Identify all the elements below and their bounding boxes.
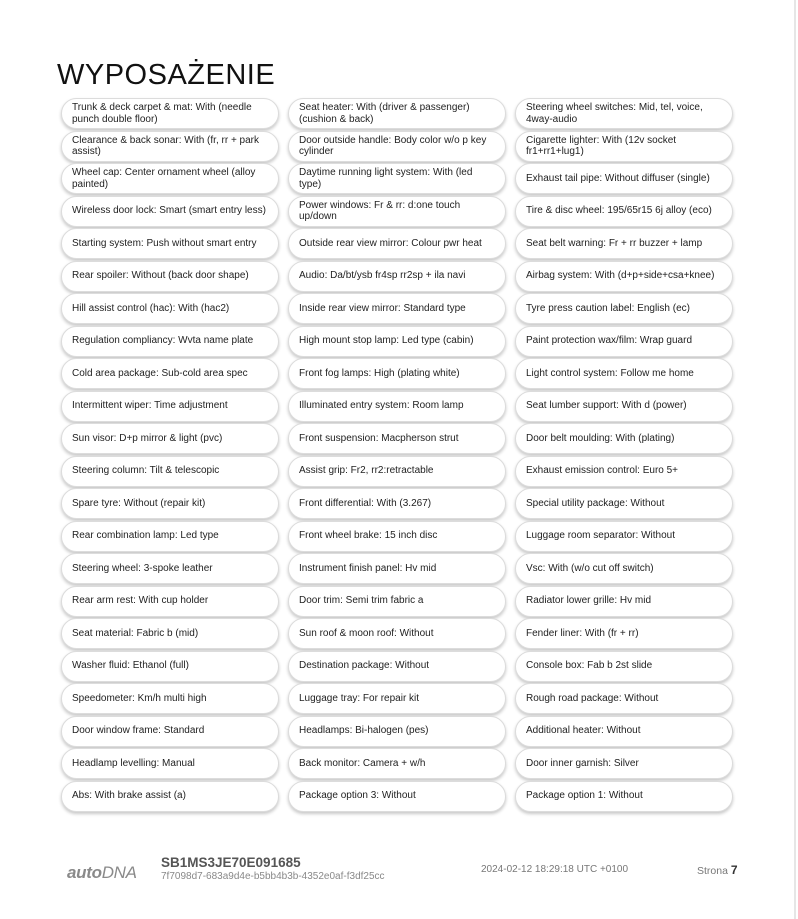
equipment-item: Door trim: Semi trim fabric a (288, 586, 506, 617)
equipment-item: Inside rear view mirror: Standard type (288, 293, 506, 324)
equipment-item: Paint protection wax/film: Wrap guard (515, 326, 733, 357)
equipment-item: Regulation compliancy: Wvta name plate (61, 326, 279, 357)
equipment-item: Destination package: Without (288, 651, 506, 682)
equipment-item: Exhaust emission control: Euro 5+ (515, 456, 733, 487)
equipment-item: Rough road package: Without (515, 683, 733, 714)
equipment-item: Radiator lower grille: Hv mid (515, 586, 733, 617)
equipment-item: Rear arm rest: With cup holder (61, 586, 279, 617)
equipment-item: Fender liner: With (fr + rr) (515, 618, 733, 649)
equipment-item: Package option 3: Without (288, 781, 506, 812)
equipment-item: Console box: Fab b 2st slide (515, 651, 733, 682)
equipment-item: Wheel cap: Center ornament wheel (alloy painted) (61, 163, 279, 194)
equipment-item: Steering wheel: 3-spoke leather (61, 553, 279, 584)
equipment-item: Luggage room separator: Without (515, 521, 733, 552)
equipment-item: Seat lumber support: With d (power) (515, 391, 733, 422)
equipment-item: Light control system: Follow me home (515, 358, 733, 389)
equipment-item: Package option 1: Without (515, 781, 733, 812)
equipment-item: Door window frame: Standard (61, 716, 279, 747)
equipment-item: Additional heater: Without (515, 716, 733, 747)
equipment-item: Intermittent wiper: Time adjustment (61, 391, 279, 422)
equipment-item: Tyre press caution label: English (ec) (515, 293, 733, 324)
equipment-item: Instrument finish panel: Hv mid (288, 553, 506, 584)
equipment-item: Rear combination lamp: Led type (61, 521, 279, 552)
equipment-item: Sun roof & moon roof: Without (288, 618, 506, 649)
equipment-item: Hill assist control (hac): With (hac2) (61, 293, 279, 324)
equipment-item: Tire & disc wheel: 195/65r15 6j alloy (eco) (515, 196, 733, 227)
equipment-item: Power windows: Fr & rr: d:one touch up/down (288, 196, 506, 227)
equipment-item: Rear spoiler: Without (back door shape) (61, 261, 279, 292)
page-number: 7 (730, 863, 738, 877)
equipment-item: Steering wheel switches: Mid, tel, voice, 4way-audio (515, 98, 733, 129)
equipment-item: Special utility package: Without (515, 488, 733, 519)
autodna-logo: autoDNA (67, 863, 137, 882)
page-indicator (697, 863, 738, 877)
equipment-item: Clearance & back sonar: With (fr, rr + park assist) (61, 131, 279, 162)
vin-number: SB1MS3JE70E091685 (161, 855, 301, 870)
page-footer (0, 850, 798, 919)
equipment-item: Headlamp levelling: Manual (61, 748, 279, 779)
equipment-item: Trunk & deck carpet & mat: With (needle punch double floor) (61, 98, 279, 129)
equipment-item: Sun visor: D+p mirror & light (pvc) (61, 423, 279, 454)
equipment-item: Spare tyre: Without (repair kit) (61, 488, 279, 519)
equipment-item: Starting system: Push without smart entry (61, 228, 279, 259)
page-word: Strona (697, 865, 728, 877)
equipment-item: Wireless door lock: Smart (smart entry less) (61, 196, 279, 227)
equipment-item: High mount stop lamp: Led type (cabin) (288, 326, 506, 357)
equipment-item: Headlamps: Bi-halogen (pes) (288, 716, 506, 747)
equipment-item: Airbag system: With (d+p+side+csa+knee) (515, 261, 733, 292)
equipment-item: Door inner garnish: Silver (515, 748, 733, 779)
equipment-item: Cigarette lighter: With (12v socket fr1+rr1+lug1) (515, 131, 733, 162)
report-hash: 7f7098d7-683a9d4e-b5bb4b3b-4352e0af-f3df25cc (161, 871, 385, 882)
equipment-item: Door belt moulding: With (plating) (515, 423, 733, 454)
equipment-item: Washer fluid: Ethanol (full) (61, 651, 279, 682)
equipment-item: Steering column: Tilt & telescopic (61, 456, 279, 487)
equipment-item: Assist grip: Fr2, rr2:retractable (288, 456, 506, 487)
equipment-item: Cold area package: Sub-cold area spec (61, 358, 279, 389)
equipment-item: Outside rear view mirror: Colour pwr heat (288, 228, 506, 259)
equipment-item: Abs: With brake assist (a) (61, 781, 279, 812)
report-timestamp: 2024-02-12 18:29:18 UTC +0100 (481, 864, 629, 875)
page-edge (794, 0, 796, 919)
equipment-item: Vsc: With (w/o cut off switch) (515, 553, 733, 584)
equipment-item: Audio: Da/bt/ysb fr4sp rr2sp + ila navi (288, 261, 506, 292)
equipment-item: Front differential: With (3.267) (288, 488, 506, 519)
equipment-item: Daytime running light system: With (led type) (288, 163, 506, 194)
page-title: WYPOSAŻENIE (57, 59, 276, 92)
equipment-item: Seat heater: With (driver & passenger) (cushion & back) (288, 98, 506, 129)
equipment-item: Seat material: Fabric b (mid) (61, 618, 279, 649)
equipment-item: Front wheel brake: 15 inch disc (288, 521, 506, 552)
equipment-item: Door outside handle: Body color w/o p key cylinder (288, 131, 506, 162)
equipment-item: Seat belt warning: Fr + rr buzzer + lamp (515, 228, 733, 259)
equipment-item: Exhaust tail pipe: Without diffuser (single) (515, 163, 733, 194)
equipment-item: Front fog lamps: High (plating white) (288, 358, 506, 389)
equipment-item: Illuminated entry system: Room lamp (288, 391, 506, 422)
equipment-item: Back monitor: Camera + w/h (288, 748, 506, 779)
equipment-item: Speedometer: Km/h multi high (61, 683, 279, 714)
equipment-item: Front suspension: Macpherson strut (288, 423, 506, 454)
equipment-grid (61, 98, 733, 812)
equipment-item: Luggage tray: For repair kit (288, 683, 506, 714)
